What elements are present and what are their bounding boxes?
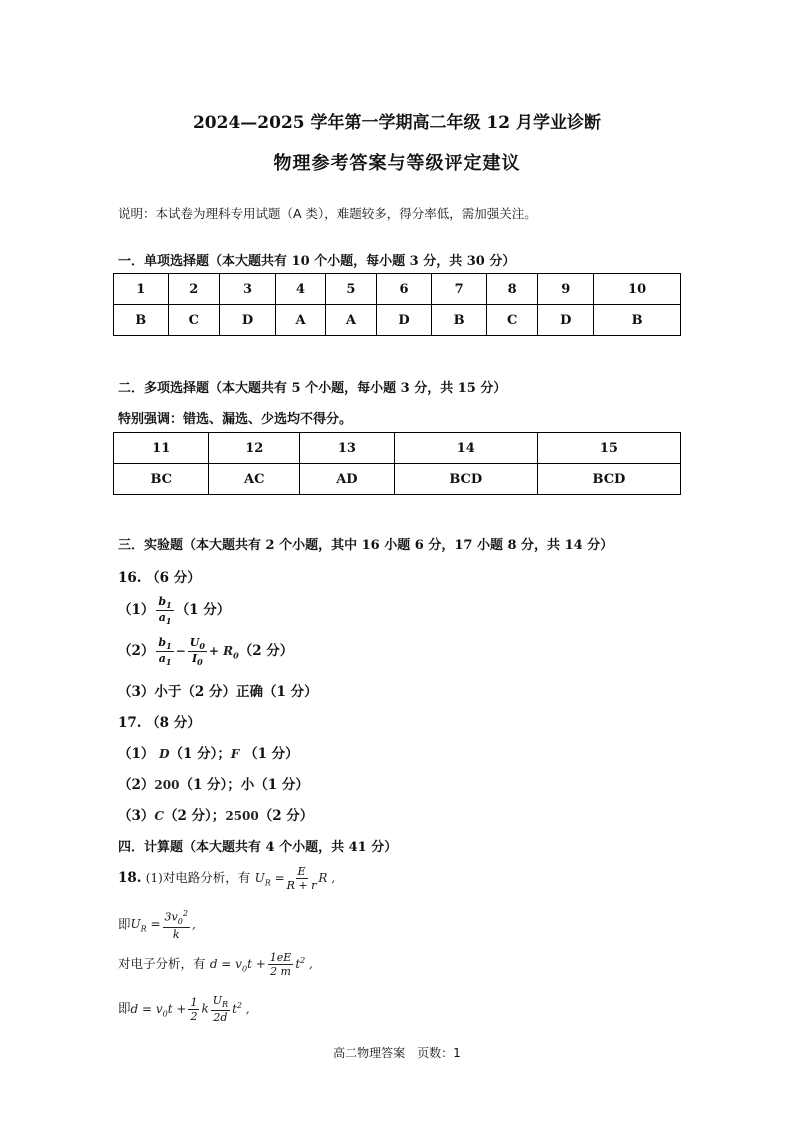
table-cell: AC (209, 464, 300, 495)
table-cell: 5 (326, 274, 376, 305)
q17-part1-label: （1） (118, 746, 155, 762)
table-row (114, 305, 681, 336)
formula-fraction: $\frac{1}{2}$ (190, 995, 198, 1023)
table-cell: D (220, 305, 276, 336)
q17-part3-answer-b: 2500 (225, 809, 259, 823)
document-subtitle: 物理参考答案与等级评定建议 (273, 153, 521, 174)
q17-part2-score: （1 分）；小（1 分） (179, 777, 309, 793)
document-title: 2024—2025 学年第一学期高二年级 12 月学业诊断 (192, 113, 602, 133)
q17-part3-label: （3） (118, 808, 155, 824)
q17-part2 (118, 773, 309, 793)
formula-fraction: $\frac{U_R}{2d}$ (212, 994, 229, 1025)
q16-part2-label: （2） (118, 643, 155, 660)
q17-part3 (118, 804, 313, 824)
q18-line2: 即$U_R$ = $\frac{3v_0^2}{k}$ , (118, 909, 196, 941)
table-row (114, 433, 681, 464)
table-cell: 4 (275, 274, 325, 305)
q18-line3: 对电子分析，有 $d = v_0t$ + $\frac{1eE}{2 m}$ $t^2$ , (118, 951, 313, 978)
table-cell: 8 (486, 274, 538, 305)
table-cell: A (275, 305, 325, 336)
table-cell: C (168, 305, 220, 336)
formula-fraction: $\frac{U_0}{I_0}$ (189, 636, 205, 668)
table-cell: BC (114, 464, 209, 495)
q17-part2-label: （2） (118, 777, 155, 793)
q16-part3: （3）小于（2 分）正确（1 分） (118, 684, 318, 700)
q16-label: 16. （6 分） (118, 570, 201, 586)
formula-fraction: $\frac{1eE}{2 m}$ (269, 951, 292, 978)
q18-line2-text: 即 (118, 916, 131, 932)
table-cell: 15 (537, 433, 680, 464)
section4-heading: 四．计算题（本大题共有 4 个小题，共 41 分） (118, 840, 398, 855)
table-cell: 13 (300, 433, 395, 464)
table-cell: 2 (168, 274, 220, 305)
table-cell: B (594, 305, 681, 336)
table-cell: 7 (432, 274, 487, 305)
q18-label: 18. (118, 870, 142, 886)
table-cell: 14 (394, 433, 537, 464)
q18-line4-text: 即 (118, 1000, 131, 1016)
table-row (114, 274, 681, 305)
q16-part1 (118, 596, 230, 625)
section2-emphasis: 特别强调：错选、漏选、少选均不得分。 (118, 412, 353, 427)
q16-part2-score: （2 分） (238, 643, 294, 660)
q18-part-label: (1) (145, 871, 163, 885)
q17-part2-answer: 200 (154, 778, 180, 792)
formula-fraction: $\frac{3v_0^2}{k}$ (164, 909, 188, 941)
table-cell: 12 (209, 433, 300, 464)
table-cell: A (326, 305, 376, 336)
table-cell: BCD (394, 464, 537, 495)
section3-heading: 三．实验题（本大题共有 2 个小题，其中 16 小题 6 分，17 小题 8 分，共 14 分） (118, 538, 614, 553)
q17-part1-answer-a: D (159, 747, 170, 761)
table-row (114, 464, 681, 495)
table-cell: 3 (220, 274, 276, 305)
page-footer: 高二物理答案 页数：1 (333, 1046, 461, 1060)
table-cell: 11 (114, 433, 209, 464)
q18-line1-text: 对电路分析，有 (162, 870, 251, 885)
formula-fraction: $\frac{b_1}{a_1}$ (158, 595, 172, 627)
table-cell: 6 (376, 274, 432, 305)
q18-line3-text: 对电子分析，有 (118, 956, 206, 971)
formula-fraction: $\frac{E}{R + r}$ (286, 865, 317, 892)
q16-part1-label: （1） (118, 602, 155, 619)
table-cell: D (538, 305, 594, 336)
q17-part3-answer-a: C (154, 809, 164, 823)
multi-choice-answer-table (113, 432, 681, 495)
section1-heading: 一．单项选择题（本大题共有 10 个小题，每小题 3 分，共 30 分） (118, 254, 516, 269)
single-choice-answer-table (113, 273, 681, 336)
q17-part3-score-b: （2 分） (258, 808, 314, 824)
section2-heading: 二．多项选择题（本大题共有 5 个小题，每小题 3 分，共 15 分） (118, 381, 507, 396)
table-cell: AD (300, 464, 395, 495)
table-cell: B (432, 305, 487, 336)
q17-part1-score-b: （1 分） (244, 746, 299, 762)
table-cell: BCD (537, 464, 680, 495)
exam-note: 说明：本试卷为理科专用试题（A 类），难题较多，得分率低，需加强关注。 (118, 206, 537, 221)
q17-part1-score-a: （1 分）； (169, 746, 231, 762)
formula-fraction: $\frac{b_1}{a_1}$ (158, 636, 172, 668)
q17-part1 (118, 742, 299, 762)
table-cell: 10 (594, 274, 681, 305)
table-cell: C (486, 305, 538, 336)
q17-part1-answer-b: F (230, 747, 240, 761)
table-cell: 9 (538, 274, 594, 305)
q16-part2: （2） $\frac{b_1}{a_1}$ − $\frac{U_0}{I_0}$ + $R_0(2$ 分） (118, 636, 294, 668)
table-cell: D (376, 305, 432, 336)
q18-line1: 18. (1)对电路分析，有 $U_R$ = $\frac{E}{R + r}$ R , (118, 865, 336, 892)
table-cell: 1 (114, 274, 169, 305)
table-cell: B (114, 305, 169, 336)
q17-part3-score-a: （2 分）； (163, 808, 226, 824)
q18-line4: 即$d = v_0t$ + $\frac{1}{2}$ k $\frac{U_R}{2d}$ $t^2$ , (118, 994, 250, 1025)
q16-part1-score: （1 分） (175, 602, 231, 619)
q17-label: 17. （8 分） (118, 715, 201, 731)
